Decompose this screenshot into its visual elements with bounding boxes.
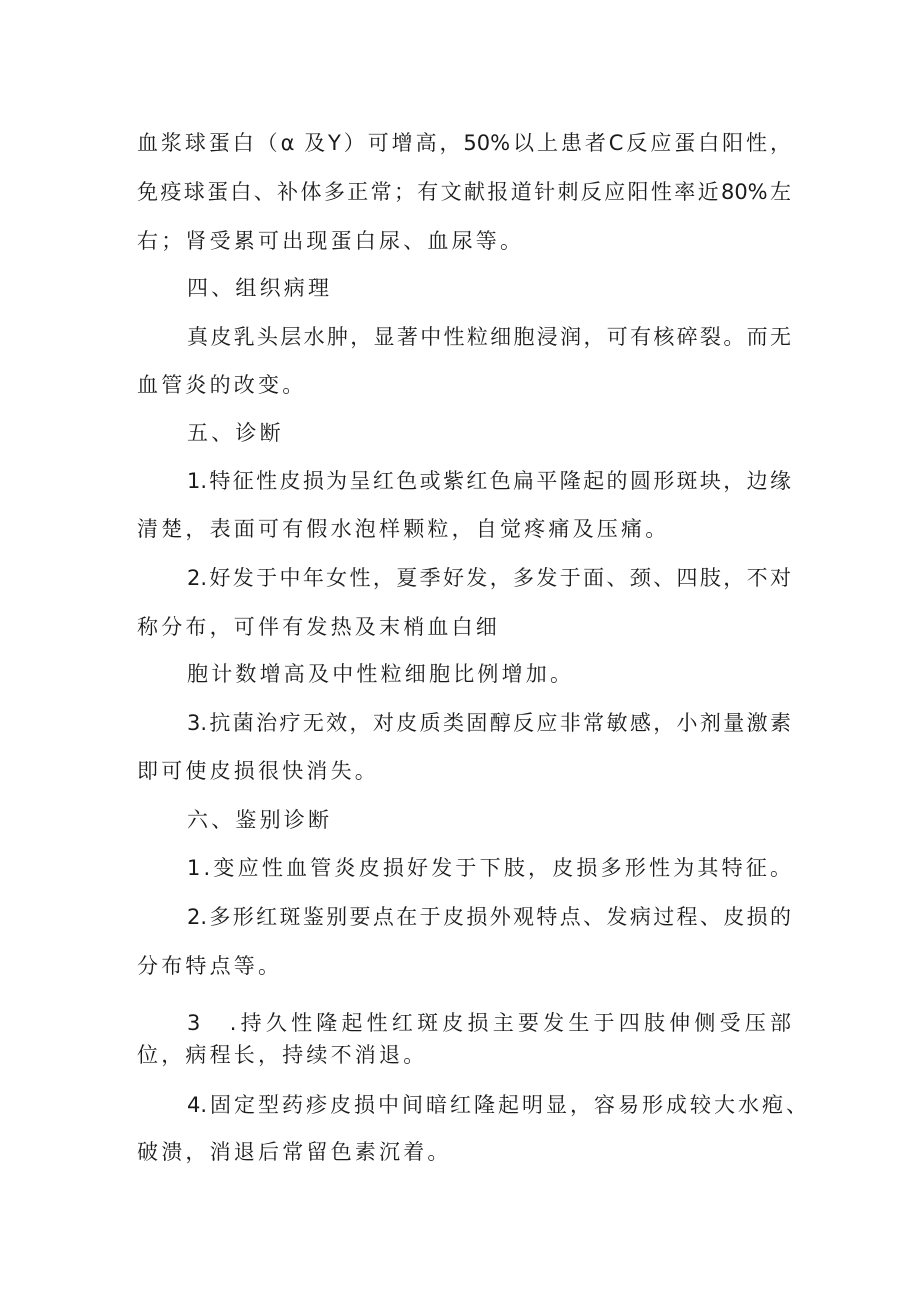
text-line: 真皮乳头层水肿，显著中性粒细胞浸润，可有核碎裂。而无 — [187, 325, 791, 349]
section-heading: 五、诊断 — [187, 421, 284, 445]
text-line: 免疫球蛋白、补体多正常；有文献报道针刺反应阳性率近80%左 — [137, 180, 791, 204]
text-line: 称分布，可伴有发热及末梢血白细 — [137, 615, 500, 639]
text-line: 即可使皮损很快消失。 — [137, 759, 379, 783]
text-line: 破溃，消退后常留色素沉着。 — [137, 1140, 452, 1164]
text-line: 右；肾受累可出现蛋白尿、血尿等。 — [137, 229, 525, 253]
text-line: 胞计数增高及中性粒细胞比例增加。 — [187, 662, 575, 686]
text-line: 分布特点等。 — [137, 954, 283, 978]
list-item-line: 4.固定型药疹皮损中间暗红隆起明显，容易形成较大水疱、 — [187, 1093, 807, 1117]
list-item-line: 3.抗菌治疗无效，对皮质类固醇反应非常敏感，小剂量激素 — [187, 711, 791, 735]
list-item-line: 1.变应性血管炎皮损好发于下肢，皮损多形性为其特征。 — [187, 856, 795, 880]
list-item-line: 2.好发于中年女性，夏季好发，多发于面、颈、四肢，不对 — [187, 566, 791, 590]
list-item-line: 1.特征性皮损为呈红色或紫红色扁平隆起的圆形斑块，边缘 — [187, 469, 791, 493]
section-heading: 四、组织病理 — [187, 276, 333, 300]
list-item-line: 2.多形红斑鉴别要点在于皮损外观特点、发病过程、皮损的 — [187, 905, 791, 929]
text-line: 血浆球蛋白（α 及Y）可增高，50%以上患者C反应蛋白阳性， — [137, 131, 791, 155]
section-heading: 六、鉴别诊断 — [187, 808, 333, 832]
text-line: 血管炎的改变。 — [137, 373, 307, 397]
text-line: 清楚，表面可有假水泡样颗粒，自觉疼痛及压痛。 — [137, 517, 670, 541]
list-item-line: 3 .持久性隆起性红斑皮损主要发生于四肢伸侧受压部 — [187, 1011, 791, 1035]
text-line: 位，病程长，持续不消退。 — [137, 1043, 428, 1067]
